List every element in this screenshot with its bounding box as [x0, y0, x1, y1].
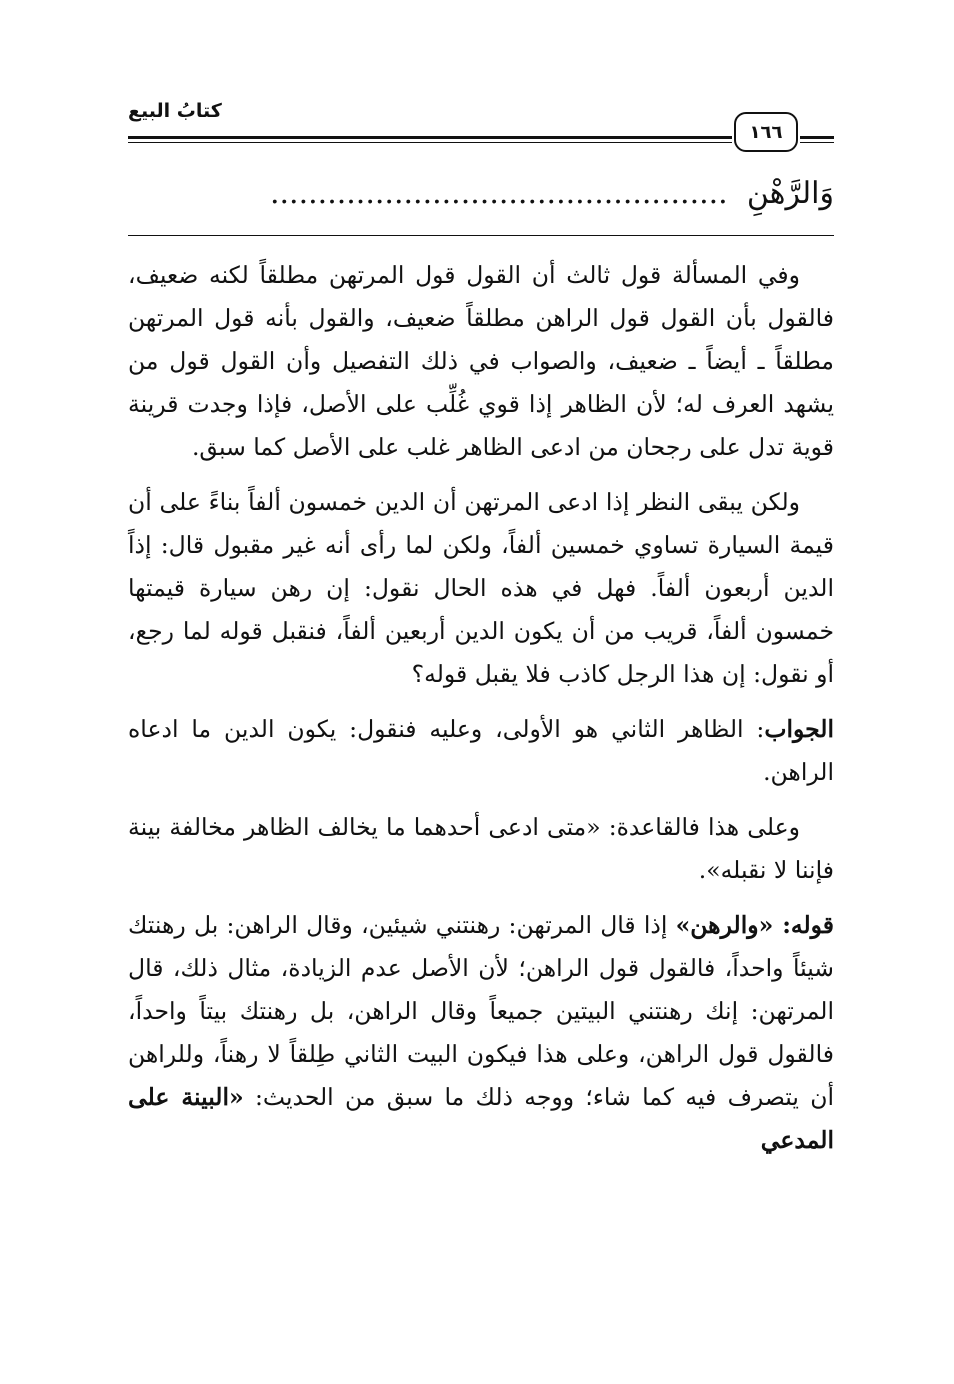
paragraph-third-opinion — [128, 254, 834, 469]
paragraph-text: وعلى هذا فالقاعدة: «متى ادعى أحدهما ما يخالف الظاهر مخالفة بينة فإننا لا نقبله». — [128, 813, 834, 884]
header-rule-thin-right — [800, 142, 834, 143]
paragraph-text: وفي المسألة قول ثالث أن القول قول المرتهن مطلقاً لكنه ضعيف، فالقول بأن القول قول الراهن مطلقاً ضعيف، والقول بأنه قول المرتهن مطلقاً ـ أيضاً ـ ضعيف، والصواب في ذلك التفصيل وأن القول قول من يشهد العرف له؛ لأن الظاهر إذا قوي غُلِّب على الأصل، فإذا وجدت قرينة قوية تدل على رجحان من ادعى الظاهر غلب على الأصل كما سبق. — [128, 261, 834, 461]
answer-lead: الجواب — [764, 715, 834, 743]
header-rule-thin — [128, 142, 732, 143]
quote-lead: قوله: «والرهن» — [675, 911, 834, 939]
paragraph-pledge-quote — [128, 904, 834, 1162]
paragraph-rule — [128, 806, 834, 892]
commentary-body — [128, 254, 834, 1174]
paragraph-text: : الظاهر الثاني هو الأولى، وعليه فنقول: يكون الدين ما ادعاه الراهن. — [128, 715, 834, 786]
paragraph-text: ولكن يبقى النظر إذا ادعى المرتهن أن الدين خمسون ألفاً بناءً على أن قيمة السيارة تساوي خمسين ألفاً، ولكن لما رأى أنه غير مقبول قال: إذاً الدين أربعون ألفاً. فهل في هذه الحال نقول: إن رهن سيارة قيمتها خمسون ألفاً، قريب من أن يكون الدين أربعين ألفاً، فنقبل قوله لما رجع، أو نقول: إن هذا الرجل كاذب فلا يقبل قوله؟ — [128, 488, 834, 688]
paragraph-question — [128, 481, 834, 696]
page-number: ١٦٦ — [734, 112, 798, 152]
hadith-quote: «البينة على المدعي — [128, 1083, 834, 1154]
header-rule-thick — [128, 136, 732, 139]
matn-excerpt — [128, 168, 834, 220]
paragraph-text: إذا قال المرتهن: رهنتني شيئين، وقال الراهن: بل رهنتك شيئاً واحداً، فالقول قول الراهن؛ لأن الأصل عدم الزيادة، مثال ذلك، قال المرتهن: إنك رهنتني البيتين جميعاً وقال الراهن، بل رهنتك بيتاً واحداً، فالقول قول الراهن، وعلى هذا فيكون البيت الثاني طِلقاً لا رهناً، وللراهن أن يتصرف فيه كما شاء؛ ووجه ذلك ما سبق من الحديث: — [128, 911, 835, 1111]
matn-ellipsis: ................................................ — [269, 176, 728, 211]
matn-separator — [128, 235, 834, 236]
matn-word: وَالرَّهْنِ — [746, 176, 834, 211]
header-rule-thick-right — [800, 136, 834, 139]
paragraph-answer — [128, 708, 834, 794]
running-header-title: كتابُ البيع — [128, 100, 222, 122]
